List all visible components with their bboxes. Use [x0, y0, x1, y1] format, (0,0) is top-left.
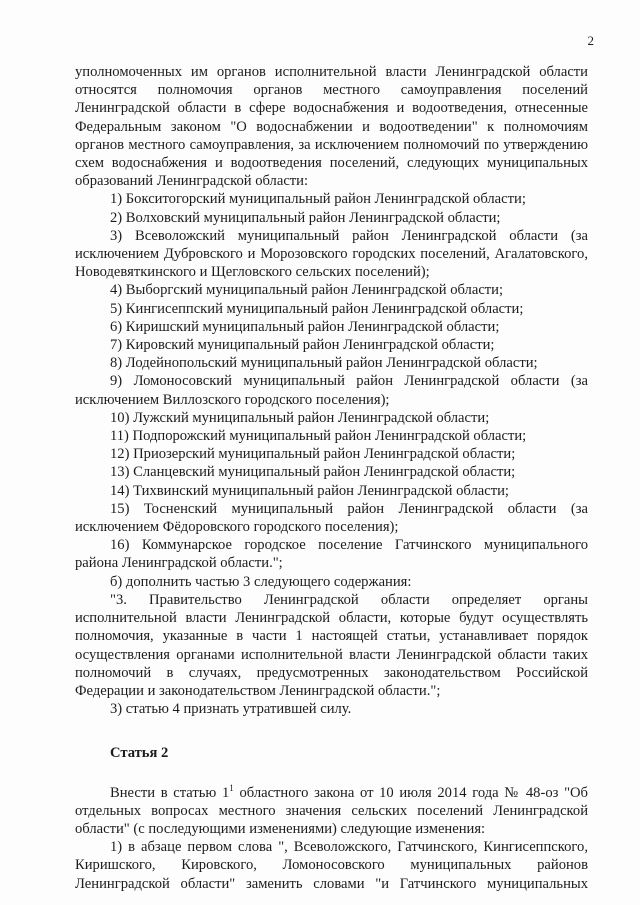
list-item: 2) Волховский муниципальный район Ленинградской области; [110, 209, 501, 226]
item-c: 3) статью 4 признать утратившей силу. [110, 701, 352, 718]
list-item: 8) Лодейнопольский муниципальный район Ленинградской области; [110, 355, 538, 372]
document-body [75, 63, 588, 893]
list-item: 12) Приозерский муниципальный район Ленинградской области; [110, 446, 516, 463]
list-item: 1) Бокситогорский муниципальный район Ленинградской области; [110, 191, 526, 208]
article2-intro-pre: Внести в статью 1 [110, 784, 230, 801]
item-b: б) дополнить частью 3 следующего содержания: [110, 573, 412, 590]
list-item: 14) Тихвинский муниципальный район Ленинградской области; [110, 482, 509, 499]
part3-text: "3. Правительство Ленинградской области определяет органы исполнительной власти Ленинградской области, которые будут осуществлять полномочия, указанные в части 1 настоящей статьи, устанавливает порядок осуществления органами исполнительной власти Ленинградской области таких полномочий в случаях, предусмотренных законодательством Российской Федерации и законодательством Ленинградской области."; [75, 591, 588, 699]
list-item: 13) Сланцевский муниципальный район Ленинградской области; [110, 464, 516, 481]
list-item: 3) Всеволожский муниципальный район Ленинградской области (за исключением Дубровского и Морозовского городских поселений, Агалатовского, Новодевяткинского и Щегловского сельских поселений); [75, 227, 588, 281]
list-item: 6) Киришский муниципальный район Ленинградской области; [110, 318, 500, 335]
list-item: 15) Тосненский муниципальный район Ленинградской области (за исключением Фёдоровского городского поселения); [75, 500, 588, 536]
district-list [75, 190, 588, 572]
article2-intro-post: областного закона от 10 июля 2014 года № 48-оз "Об отдельных вопросах местного значения сельских поселений Ленинградской области" (с последующими изменениями) следующие изменения: [75, 784, 588, 837]
intro-paragraph: уполномоченных им органов исполнительной власти Ленинградской области относятся полномочия органов местного самоуправления поселений Ленинградской области в сфере водоснабжения и водоотведения, отнесенные Федеральным законом "О водоснабжении и водоотведении" к полномочиям органов местного самоуправления, за исключением полномочий по утверждению схем водоснабжения и водоотведения поселений, следующих муниципальных образований Ленинградской области: [75, 64, 588, 190]
article2-item1: 1) в абзаце первом слова ", Всеволожского, Гатчинского, Кингисеппского, Киришского, Кировского, Ломоносовского муниципальных районов Ленинградской области" заменить словами "и Гатчинского муниципальных [75, 839, 588, 892]
list-item: 4) Выборгский муниципальный район Ленинградской области; [110, 282, 504, 299]
list-item: 9) Ломоносовский муниципальный район Ленинградской области (за исключением Виллозского городского поселения); [75, 373, 588, 408]
list-item: 11) Подпорожский муниципальный район Ленинградской области; [110, 428, 527, 445]
list-item: 10) Лужский муниципальный район Ленинградской области; [110, 409, 490, 426]
article-heading: Статья 2 [110, 745, 169, 762]
page-number: 2 [587, 33, 594, 48]
article2-intro [75, 784, 588, 839]
list-item: 7) Кировский муниципальный район Ленинградской области; [110, 337, 495, 354]
list-item: 5) Кингисеппский муниципальный район Ленинградской области; [110, 300, 524, 317]
article2-intro-sup: 1 [229, 782, 234, 793]
list-item: 16) Коммунарское городское поселение Гатчинского муниципального района Ленинградской области."; [75, 537, 588, 572]
